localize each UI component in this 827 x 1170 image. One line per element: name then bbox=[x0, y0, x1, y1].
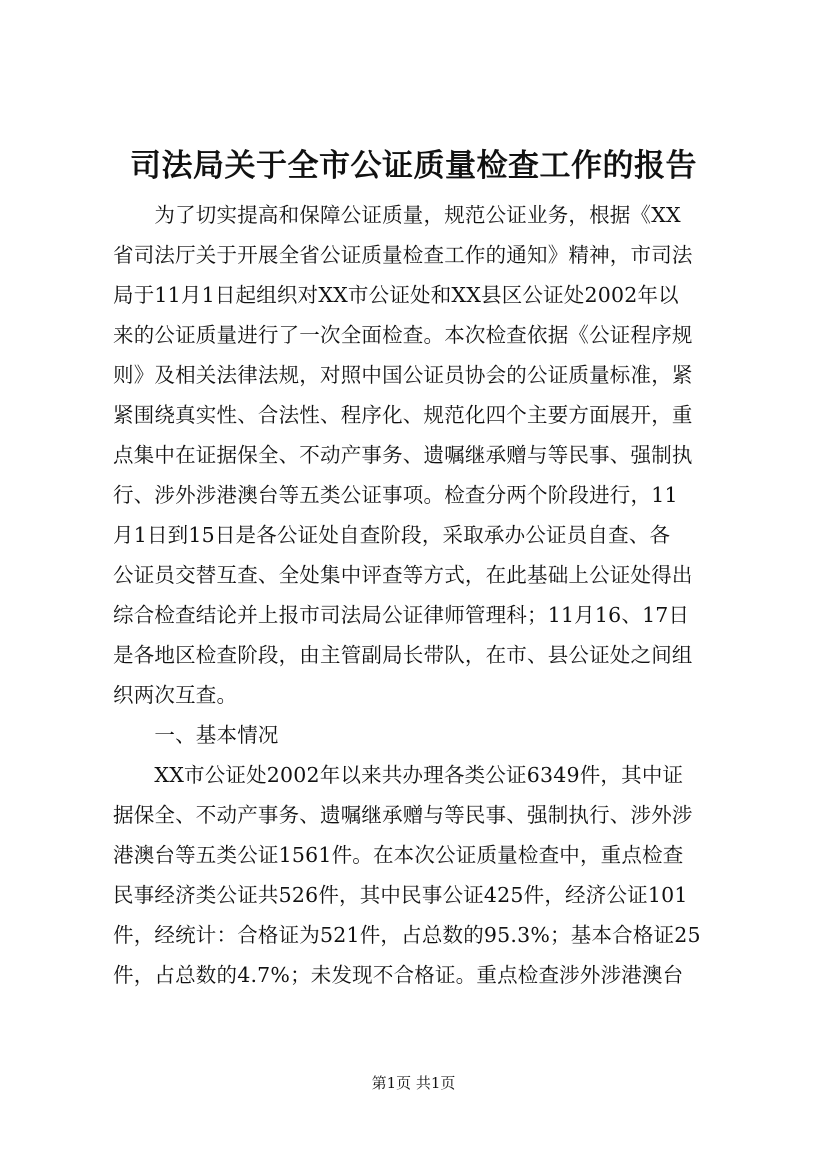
body-line: 民事经济类公证共526件，其中民事公证425件，经济公证101 bbox=[113, 883, 688, 907]
body-line: 综合检查结论并上报市司法局公证律师管理科；11月16、17日 bbox=[113, 603, 690, 627]
body-line: 省司法厅关于开展全省公证质量检查工作的通知》精神，市司法 bbox=[113, 243, 693, 267]
body-line: 为了切实提高和保障公证质量，规范公证业务，根据《XX bbox=[113, 203, 681, 227]
section-heading: 一、基本情况 bbox=[113, 723, 279, 747]
body-line: 月1日到15日是各公证处自查阶段，采取承办公证员自查、各 bbox=[113, 523, 671, 547]
body-line: 织两次互查。 bbox=[113, 683, 238, 707]
body-line: 来的公证质量进行了一次全面检查。本次检查依据《公证程序规 bbox=[113, 323, 693, 347]
body-line: 件，占总数的4.7%；未发现不合格证。重点检查涉外涉港澳台 bbox=[113, 963, 684, 987]
body-line: 件，经统计：合格证为521件，占总数的95.3%；基本合格证25 bbox=[113, 923, 701, 947]
body-line: 行、涉外涉港澳台等五类公证事项。检查分两个阶段进行，11 bbox=[113, 483, 678, 507]
body-line: 局于11月1日起组织对XX市公证处和XX县区公证处2002年以 bbox=[113, 283, 679, 307]
body-line: 公证员交替互查、全处集中评查等方式，在此基础上公证处得出 bbox=[113, 563, 693, 587]
page-number: 第1页 共1页 bbox=[371, 1074, 456, 1092]
body-line: 点集中在证据保全、不动产事务、遗嘱继承赠与等民事、强制执 bbox=[113, 443, 693, 467]
body-line: 港澳台等五类公证1561件。在本次公证质量检查中，重点检查 bbox=[113, 843, 684, 867]
body-line: 则》及相关法律法规，对照中国公证员协会的公证质量标准，紧 bbox=[113, 363, 693, 387]
body-line: XX市公证处2002年以来共办理各类公证6349件，其中证 bbox=[113, 763, 684, 787]
body-line: 据保全、不动产事务、遗嘱继承赠与等民事、强制执行、涉外涉 bbox=[113, 803, 693, 827]
document-title: 司法局关于全市公证质量检查工作的报告 bbox=[130, 148, 697, 184]
body-line: 是各地区检查阶段，由主管副局长带队，在市、县公证处之间组 bbox=[113, 643, 693, 667]
body-line: 紧围绕真实性、合法性、程序化、规范化四个主要方面展开，重 bbox=[113, 403, 693, 427]
